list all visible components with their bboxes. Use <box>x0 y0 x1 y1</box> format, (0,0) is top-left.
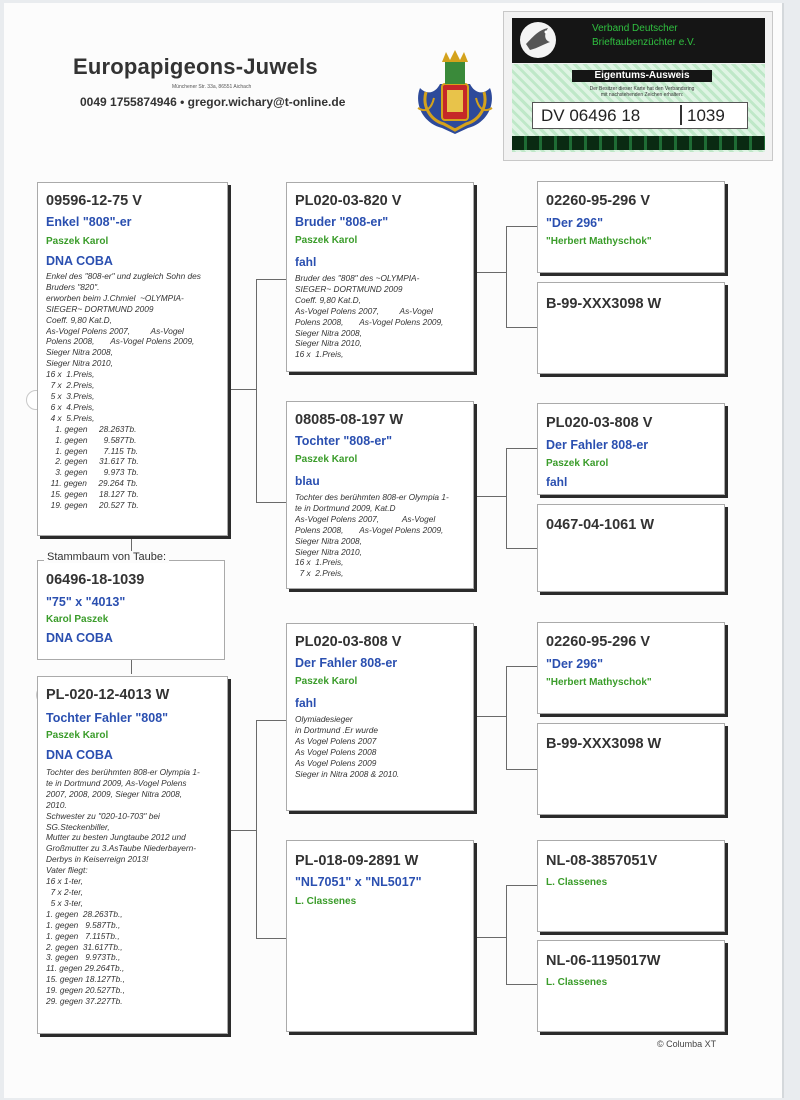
ring-number: 02260-95-296 V <box>546 634 650 650</box>
breeder-name: L. Classenes <box>295 896 357 907</box>
breeder-name: "Herbert Mathyschok" <box>546 236 652 247</box>
breeder-name: Paszek Karol <box>295 676 358 687</box>
pigeon-name: "Der 296" <box>546 657 604 671</box>
ring-number: PL020-03-808 V <box>546 415 653 431</box>
grandparent-box-3 <box>286 623 474 811</box>
connector-line <box>131 660 132 674</box>
card-body <box>512 64 765 152</box>
pigeon-description: Bruder des "808" des ~OLYMPIA- SIEGER~ DORTMUND 2009 Coeff. 9,80 Kat.D, As-Vogel Polens 2007, As-Vogel Polens 2008, As-Vogel Polens 2009, Sieger Nitra 2008, Sieger Nitra 2010, 16 x 1.Preis, <box>295 273 444 360</box>
dam-box <box>37 676 228 1034</box>
card-org-line1: Verband Deutscher <box>592 23 678 34</box>
connector-line <box>256 720 257 939</box>
card-text-line: mit nachstehenden Zeichen erhalten: <box>600 92 684 98</box>
connector-line <box>506 769 537 770</box>
card-ring-part2: 1039 <box>687 106 725 125</box>
dna-label: DNA COBA <box>46 254 113 268</box>
pigeon-name: Bruder "808-er" <box>295 215 389 229</box>
card-org-line2: Brieftaubenzüchter e.V. <box>592 37 696 48</box>
great-grandparent-box-3 <box>537 403 725 495</box>
connector-line <box>506 885 537 886</box>
card-barcode <box>512 136 765 150</box>
pigeon-name: Enkel "808"-er <box>46 215 132 229</box>
connector-line <box>473 496 507 497</box>
connector-line <box>473 716 507 717</box>
great-grandparent-box-2 <box>537 282 725 374</box>
breeder-name: Paszek Karol <box>295 454 358 465</box>
breeder-name: Paszek Karol <box>46 236 109 247</box>
connector-line <box>506 548 537 549</box>
pigeon-description: Olymiadesieger in Dortmund .Er wurde As Vogel Polens 2007 As Vogel Polens 2008 As Vogel Polens 2009 Sieger in Nitra 2008 & 2010. <box>295 714 400 779</box>
ring-number: 08085-08-197 W <box>295 412 404 428</box>
connector-line <box>506 984 537 985</box>
pigeon-name: "NL7051" x "NL5017" <box>295 875 422 889</box>
brand-title: Europapigeons-Juwels <box>73 54 318 79</box>
color-label: fahl <box>546 475 568 489</box>
breeder-name: "Herbert Mathyschok" <box>546 677 652 688</box>
pigeon-name: Der Fahler 808-er <box>546 438 649 452</box>
pigeon-name: Tochter "808-er" <box>295 434 393 448</box>
card-ring-divider <box>680 105 682 125</box>
connector-line <box>256 279 286 280</box>
ring-number: B-99-XXX3098 W <box>546 296 662 312</box>
pigeon-name: "Der 296" <box>546 216 604 230</box>
ring-number: B-99-XXX3098 W <box>546 736 662 752</box>
connector-line <box>506 226 537 227</box>
great-grandparent-box-1 <box>537 181 725 273</box>
card-text <box>542 86 742 98</box>
connector-line <box>473 937 507 938</box>
grandparent-box-2 <box>286 401 474 589</box>
breeder-name: Paszek Karol <box>46 730 109 741</box>
connector-line <box>506 666 537 667</box>
subject-box <box>37 560 225 660</box>
pigeon-description: Tochter des berühmten 808-er Olympia 1- te in Dortmund 2009, As-Vogel Polens 2007, 2008, 2009, Sieger Nitra 2008, 2010. Schwester zu "020-10-703" bei SG.Steckenbiller, Mutter zu besten Jungtaube 2012 und Großmutter zu 3.AsTaube Niederbayern- Derbys in Keiserreign 2013! Vater fliegt: 16 x 1-ter, 7 x 2-ter, 5 x 3-ter, 1. gegen 28.263Tb., 1. gegen 9.587Tb., 1. gegen 7.115Tb., 2. gegen 31.617Tb., 3. gegen 9.973Tb., 11. gegen 29.264Tb., 15. gegen 18.127Tb., 19. gegen 20.527Tb., 29. gegen 37.227Tb. <box>46 767 200 1007</box>
great-grandparent-box-5 <box>537 622 725 714</box>
ring-number: NL-08-3857051V <box>546 853 658 869</box>
pigeon-description: Enkel des "808-er" und zugleich Sohn des Bruders "820". erworben beim J.Chmiel ~OLYMPIA- SIEGER~ DORTMUND 2009 Coeff. 9,80 Kat.D, As-Vogel Polens 2007, As-Vogel Polens 2008, As-Vogel Polens 2009, Sieger Nitra 2008, Sieger Nitra 2010, 16 x 1.Preis, 7 x 2.Preis, 5 x 3.Preis, 6 x 4.Preis, 4 x 5.Preis, 1. gegen 28.263Tb. 1. gegen 9.587Tb. 1. gegen 7.115 Tb. 2. gegen 31.617 Tb. 3. gegen 9.973 Tb. 11. gegen 29.264 Tb. 15. gegen 18.127 Tb. 19. gegen 20.527 Tb. <box>46 271 201 511</box>
connector-line <box>473 272 507 273</box>
connector-line <box>229 830 257 831</box>
dna-label: DNA COBA <box>46 631 113 645</box>
connector-line <box>256 720 286 721</box>
breeder-name: L. Classenes <box>546 977 608 988</box>
card-ring-number <box>532 102 748 129</box>
ring-number: 0467-04-1061 W <box>546 517 655 533</box>
connector-line <box>506 666 507 770</box>
ring-number: PL-018-09-2891 W <box>295 853 419 869</box>
great-grandparent-box-7 <box>537 840 725 932</box>
connector-line <box>256 502 286 503</box>
connector-line <box>506 327 537 328</box>
dna-label: DNA COBA <box>46 748 113 762</box>
connector-line <box>229 389 257 390</box>
ring-number: PL020-03-820 V <box>295 193 402 209</box>
card-header <box>512 18 765 63</box>
pigeon-name: Tochter Fahler "808" <box>46 711 169 725</box>
connector-line <box>506 885 507 985</box>
breeder-name: Paszek Karol <box>546 458 609 469</box>
ring-number: 09596-12-75 V <box>46 193 142 209</box>
copyright-note: © Columba XT <box>657 1039 717 1049</box>
grandparent-box-1 <box>286 182 474 372</box>
card-ring-part1: DV 06496 18 <box>541 106 641 125</box>
ring-number: 06496-18-1039 <box>46 572 145 588</box>
breeder-name: L. Classenes <box>546 877 608 888</box>
dove-logo-icon <box>518 20 558 60</box>
connector-line <box>506 226 507 328</box>
ring-number: PL-020-12-4013 W <box>46 687 170 703</box>
connector-line <box>506 448 537 449</box>
pigeon-name: "75" x "4013" <box>46 595 126 609</box>
ring-number: PL020-03-808 V <box>295 634 402 650</box>
connector-line <box>256 938 286 939</box>
coat-of-arms-icon <box>412 48 498 136</box>
great-grandparent-box-6 <box>537 723 725 815</box>
color-label: fahl <box>295 696 317 710</box>
pedigree-label: Stammbaum von Taube: <box>44 551 169 563</box>
card-text-line: Der Besitzer dieser Karte hat den Verbandsring <box>589 86 695 92</box>
connector-line <box>256 279 257 503</box>
card-title: Eigentums-Ausweis <box>572 70 712 82</box>
pigeon-name: Der Fahler 808-er <box>295 656 398 670</box>
connector-line <box>506 448 507 549</box>
contact-line: 0049 1755874946 • gregor.wichary@t-online.de <box>80 95 346 109</box>
ring-number: NL-06-1195017W <box>546 953 661 969</box>
pigeon-description: Tochter des berühmten 808-er Olympia 1- te in Dortmund 2009, Kat.D As-Vogel Polens 2007, As-Vogel Polens 2008, As-Vogel Polens 2009, Sieger Nitra 2008, Sieger Nitra 2010, 16 x 1.Preis, 7 x 2.Preis, <box>295 492 449 579</box>
great-grandparent-box-4 <box>537 504 725 592</box>
ring-number: 02260-95-296 V <box>546 193 650 209</box>
breeder-name: Karol Paszek <box>46 614 109 625</box>
sire-box <box>37 182 228 536</box>
breeder-name: Paszek Karol <box>295 235 358 246</box>
address-line: Münchener Str. 33a, 86551 Aichach <box>172 84 252 90</box>
color-label: fahl <box>295 255 317 269</box>
color-label: blau <box>295 474 320 488</box>
ownership-card <box>503 11 773 161</box>
great-grandparent-box-8 <box>537 940 725 1032</box>
grandparent-box-4 <box>286 840 474 1032</box>
